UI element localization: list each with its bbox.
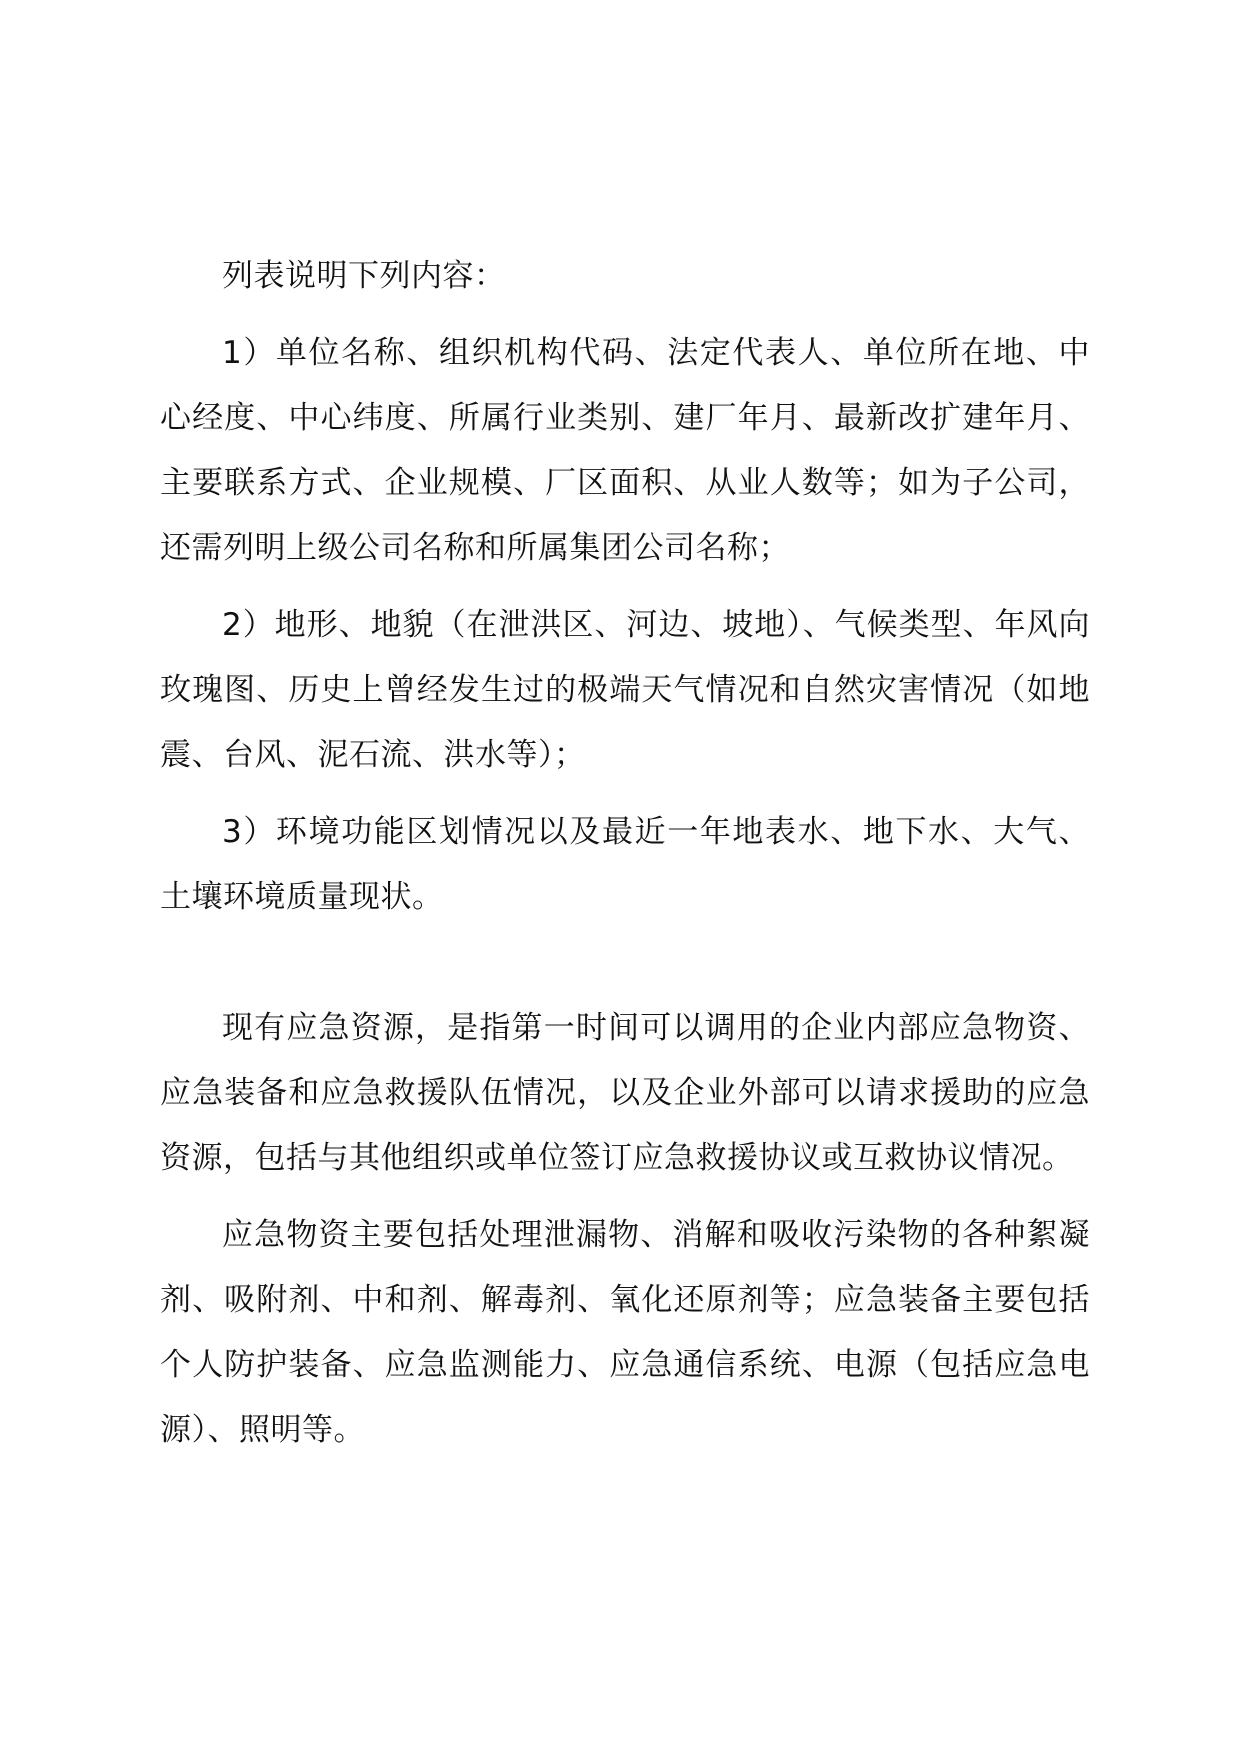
emergency-resources-section xyxy=(160,996,1090,1463)
resources-paragraph: 现有应急资源，是指第一时间可以调用的企业内部应急物资、应急装备和应急救援队伍情况，以及企业外部可以请求援助的应急资源，包括与其他组织或单位签订应急救援协议或互救协议情况。 xyxy=(160,1010,1090,1176)
materials-paragraph: 应急物资主要包括处理泄漏物、消解和吸收污染物的各种絮凝剂、吸附剂、中和剂、解毒剂、氧化还原剂等；应急装备主要包括个人防护装备、应急监测能力、应急通信系统、电源（包括应急电源）、照明等。 xyxy=(160,1217,1090,1448)
basic-info-section xyxy=(160,244,1090,930)
list-item-3: 3）环境功能区划情况以及最近一年地表水、地下水、大气、土壤环境质量现状。 xyxy=(160,814,1090,915)
list-item-1: 1）单位名称、组织机构代码、法定代表人、单位所在地、中心经度、中心纬度、所属行业类别、建厂年月、最新改扩建年月、主要联系方式、企业规模、厂区面积、从业人数等；如为子公司，还需列明上级公司名称和所属集团公司名称； xyxy=(160,335,1090,566)
list-item-2: 2）地形、地貌（在泄洪区、河边、坡地）、气候类型、年风向玫瑰图、历史上曾经发生过的极端天气情况和自然灾害情况（如地震、台风、泥石流、洪水等）； xyxy=(160,607,1090,773)
list-intro: 列表说明下列内容： xyxy=(222,258,506,294)
